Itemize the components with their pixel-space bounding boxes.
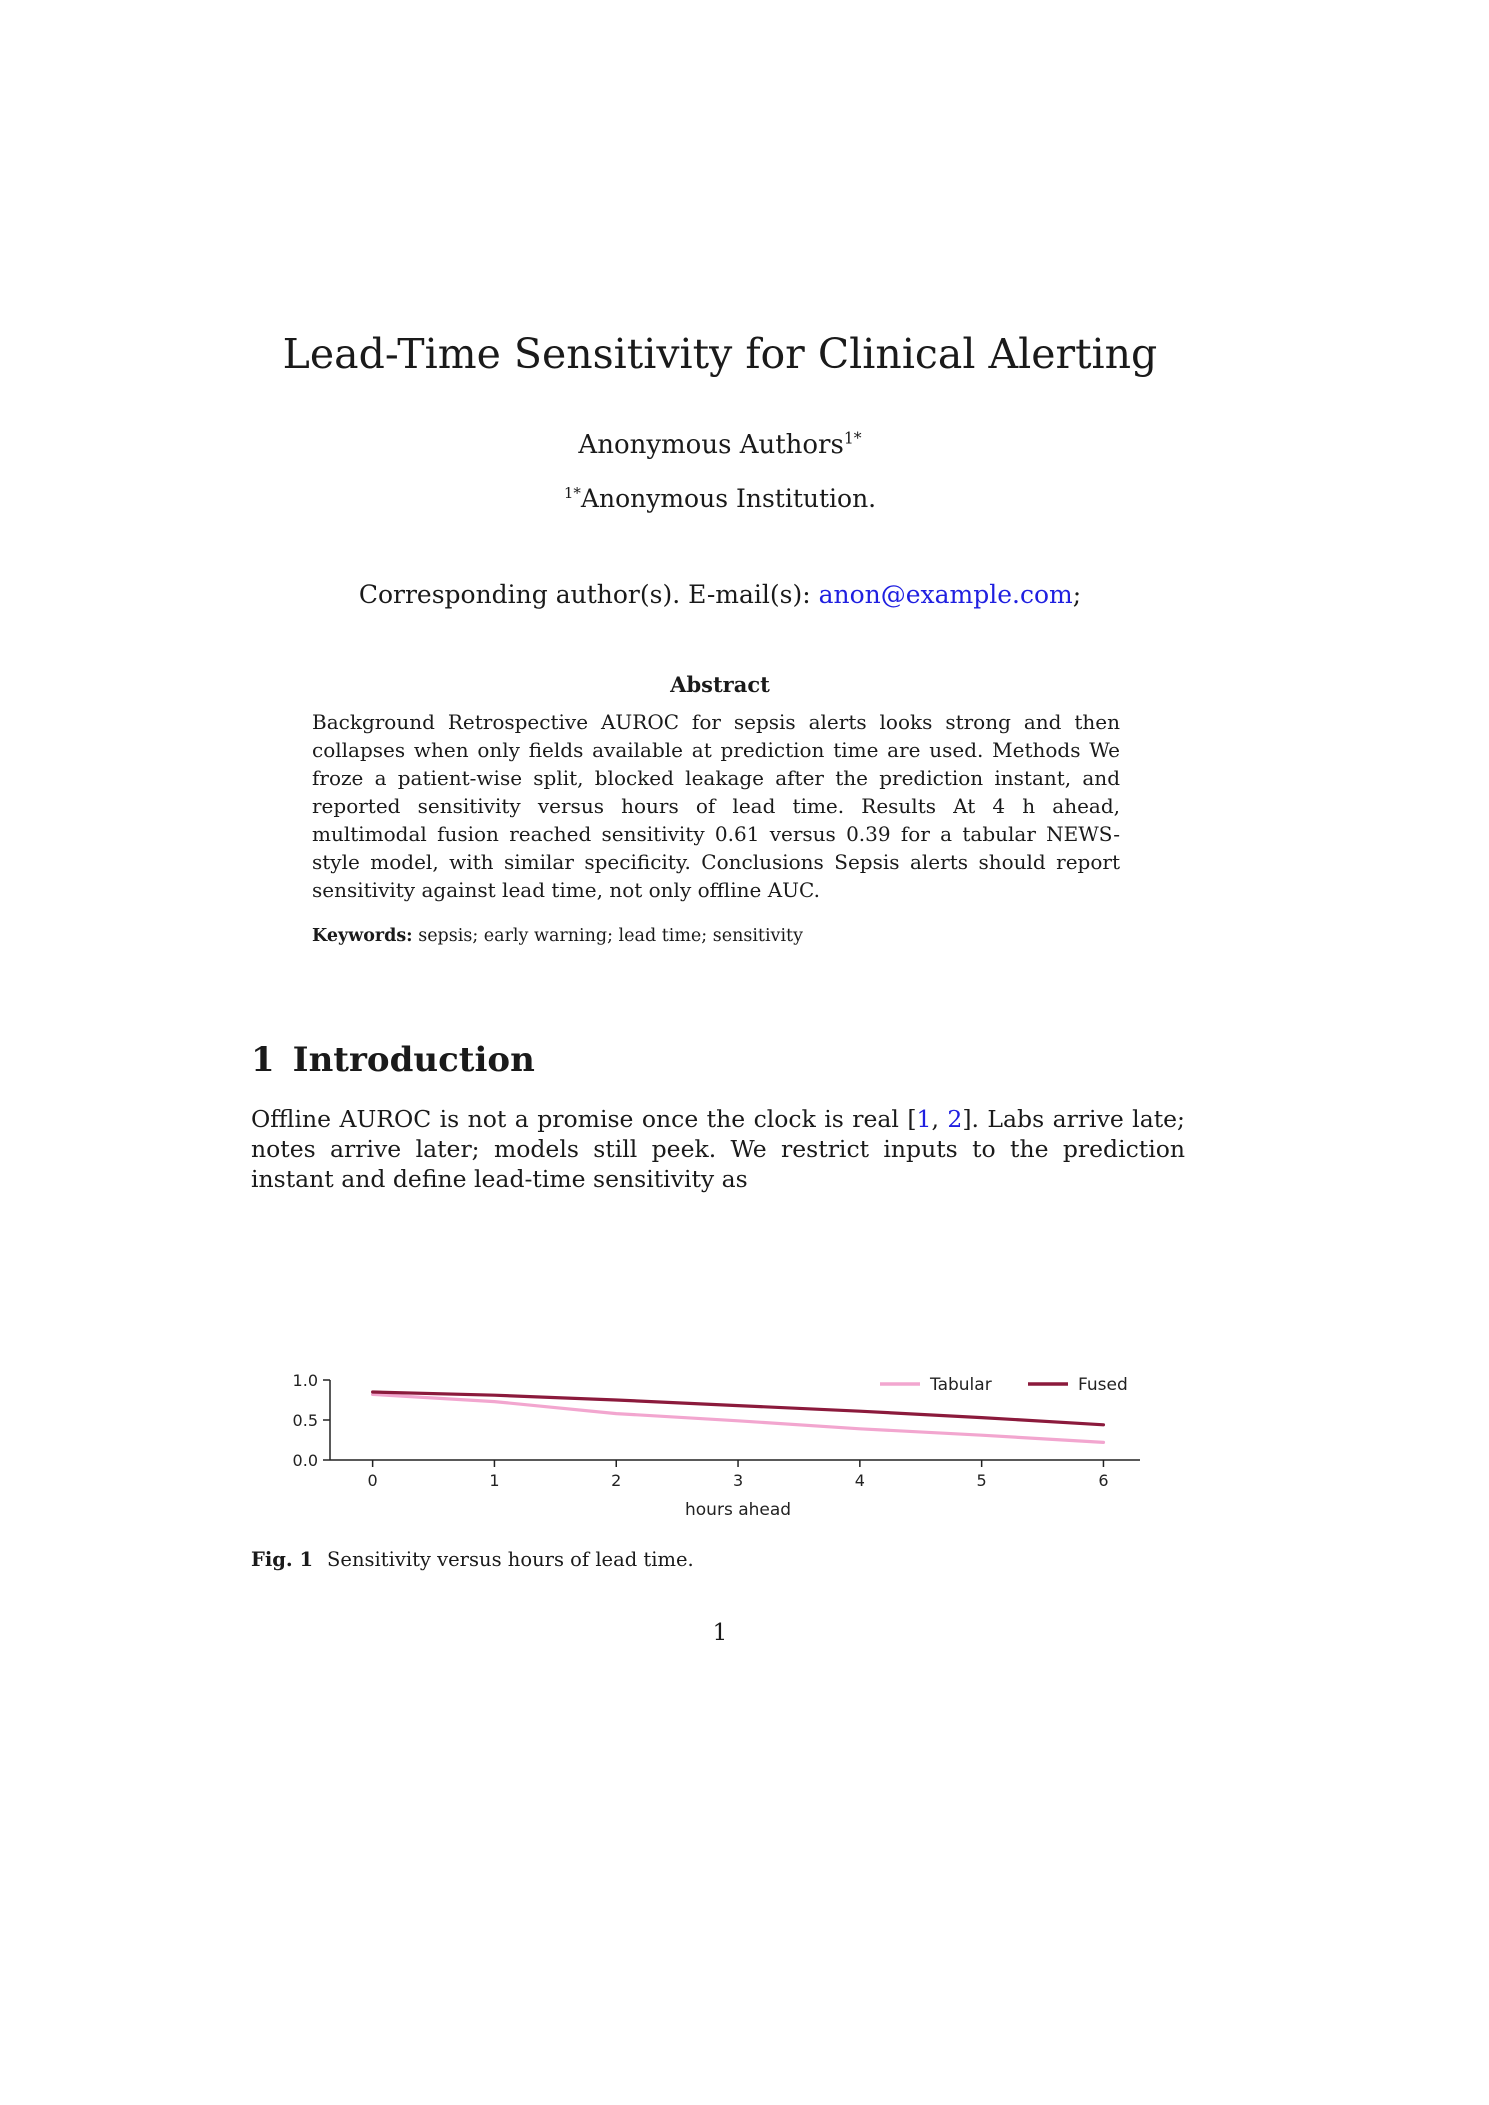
section-title: Introduction — [292, 1040, 535, 1080]
section-heading — [251, 1040, 535, 1080]
authors-affiliation-marker: 1* — [843, 429, 862, 448]
x-tick-label: 0 — [367, 1471, 378, 1490]
authors-text: Anonymous Authors — [578, 430, 844, 460]
abstract-heading: Abstract — [670, 672, 770, 697]
affiliation — [0, 484, 1440, 513]
keywords — [312, 926, 1120, 946]
y-tick-label: 1.0 — [292, 1371, 318, 1390]
y-tick-label: 0.0 — [292, 1451, 318, 1470]
legend-label-tabular: Tabular — [930, 1375, 992, 1395]
figure-label: Fig. 1 — [251, 1548, 314, 1571]
keywords-label: Keywords: — [312, 926, 413, 946]
figure-1 — [280, 1360, 1160, 1534]
citation-link-1[interactable]: 1 — [916, 1105, 932, 1133]
section-number: 1 — [251, 1040, 275, 1080]
intro-paragraph — [251, 1104, 1185, 1194]
page-number: 1 — [712, 1620, 728, 1646]
x-tick-label: 4 — [854, 1471, 865, 1490]
x-axis-label: hours ahead — [685, 1500, 792, 1520]
legend-label-fused: Fused — [1078, 1375, 1128, 1395]
corresponding-prefix: Corresponding author(s). E-mail(s): — [358, 580, 819, 609]
x-tick-label: 3 — [732, 1471, 744, 1490]
sensitivity-chart — [280, 1360, 1160, 1530]
email-link[interactable]: anon@example.com — [818, 580, 1073, 609]
x-tick-label: 5 — [976, 1471, 987, 1490]
paper-title: Lead-Time Sensitivity for Clinical Alerting — [282, 330, 1158, 378]
citation-separator: , — [931, 1105, 948, 1133]
y-tick-label: 0.5 — [292, 1411, 318, 1430]
x-tick-label: 6 — [1098, 1471, 1109, 1490]
corresponding-suffix: ; — [1072, 580, 1082, 609]
affiliation-marker: 1* — [563, 484, 581, 502]
intro-text-after: ]. Labs arrive late; notes arrive later; models still peek. We restrict inputs to the prediction instant and define lead-time sensitivity as — [251, 1105, 1185, 1193]
x-tick-label: 2 — [611, 1471, 622, 1490]
citation-link-2[interactable]: 2 — [947, 1105, 963, 1133]
abstract-text: Background Retrospective AUROC for sepsis alerts looks strong and then collapses when only fields available at prediction time are used. Methods We froze a patient-wise split, blocked leakage after the prediction instant, and reported sensitivity versus hours of lead time. Results At 4 h ahead, multimodal fusion reached sensitivity 0.61 versus 0.39 for a tabular NEWS-style model, with similar specificity. Conclusions Sepsis alerts should report sensitivity against lead time, not only offline AUC. — [312, 710, 1120, 902]
authors — [0, 430, 1440, 460]
affiliation-text: Anonymous Institution. — [580, 484, 877, 513]
x-tick-label: 1 — [489, 1471, 500, 1490]
keywords-text: sepsis; early warning; lead time; sensitivity — [418, 926, 803, 946]
intro-text-before: Offline AUROC is not a promise once the clock is real [ — [251, 1105, 917, 1133]
figure-caption — [251, 1548, 694, 1571]
corresponding-author — [0, 580, 1440, 609]
figure-caption-text: Sensitivity versus hours of lead time. — [327, 1548, 694, 1571]
